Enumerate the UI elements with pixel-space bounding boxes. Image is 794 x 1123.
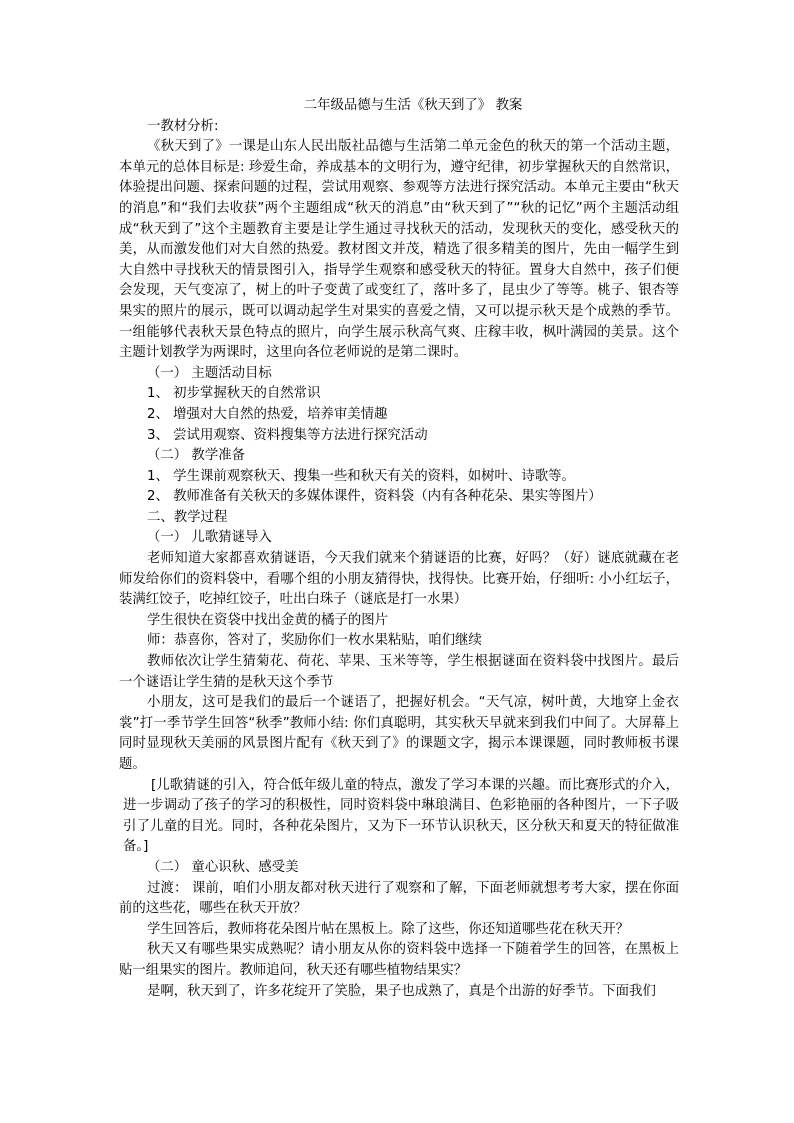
document-title: 二年级品德与生活《秋天到了》 教案 bbox=[303, 98, 523, 113]
goal-item-2: 2、 增强对大自然的热爱，培养审美情趣 bbox=[147, 406, 388, 422]
paragraph-riddle-game: 老师知道大家都喜欢猜谜语，今天我们就来个猜谜语的比赛，好吗？（好）谜底就藏在老师发给你们的资料袋中，看哪个组的小朋友猜得快，找得快。比赛开始，仔细听: 小小红坛子，装满红饺子，吃掉红饺子，吐出白珠子（谜底是打一水果） bbox=[119, 551, 679, 608]
preparation-item-2: 2、 教师准备有关秋天的多媒体课件，资料袋（内有各种花朵、果实等图片） bbox=[147, 489, 602, 505]
paragraph-flowers: 学生回答后，教师将花朵图片帖在黑板上。除了这些，你还知道哪些花在秋天开？ bbox=[147, 921, 630, 937]
paragraph-analysis: 《秋天到了》一课是山东人民出版社品德与生活第二单元金色的秋天的第一个活动主题，本单元的总体目标是: 珍爱生命，养成基本的文明行为，遵守纪律，初步掌握秋天的自然常识，体验提出问题、探索问题的过程，尝试用观察、参观等方法进行探究活动。本单元主要由“秋天的消息”和“我们去收获”两个主题组成“秋天的消息”由“秋天到了”“秋的记忆”两个主题活动组成“秋天到了”这个主题教育主要是让学生通过寻找秋天的活动，发现秋天的变化，感受秋天的美，从而激发他们对大自然的热爱。教材图文并茂，精选了很多精美的图片，先由一幅学生到大自然中寻找秋天的情景图引入，指导学生观察和感受秋天的特征。置身大自然中，孩子们便会发现，天气变凉了，树上的叶子变黄了或变红了，落叶多了，昆虫少了等等。桃子、银杏等果实的照片的展示，既可以调动起学生对果实的喜爱之情，又可以提示秋天是个成熟的季节。一组能够代表秋天景色特点的照片，向学生展示秋高气爽、庄稼丰收，枫叶满园的美景。这个主题计划教学为两课时，这里向各位老师说的是第二课时。 bbox=[119, 139, 679, 361]
paragraph-design-note: [儿歌猜谜的引入，符合低年级儿童的特点，激发了学习本课的兴趣。而比赛形式的介入，进一步调动了孩子的学习的积极性，同时资料袋中琳琅满目、色彩艳丽的各种图片，一下子吸引了儿童的目光。同时，各种花朵图片，又为下一环节认识秋天，区分秋天和夏天的特征做准备。] bbox=[123, 777, 679, 855]
preparation-item-1: 1、 学生课前观察秋天、搜集一些和秋天有关的资料，如树叶、诗歌等。 bbox=[147, 468, 575, 484]
subheading-know-autumn: （二） 童心识秋、感受美 bbox=[147, 859, 299, 875]
paragraph-more-riddles: 教师依次让学生猜菊花、荷花、苹果、玉米等等，学生根据谜面在资料袋中找图片。最后一个谜语让学生猜的是秋天这个季节 bbox=[119, 654, 679, 690]
paragraph-teacher-praise: 师：恭喜你，答对了，奖励你们一枚水果粘贴，咱们继续 bbox=[147, 633, 482, 649]
paragraph-transition: 过渡： 课前，咱们小朋友都对秋天进行了观察和了解，下面老师就想考考大家，摆在你面前的这些花，哪些在秋天开放？ bbox=[119, 880, 679, 917]
paragraph-student-find: 学生很快在资袋中找出金黄的橘子的图片 bbox=[147, 612, 389, 628]
subheading-riddle-intro: （一） 儿歌猜谜导入 bbox=[147, 530, 272, 546]
paragraph-fruits: 秋天又有哪些果实成熟呢？请小朋友从你的资料袋中选择一下随着学生的回答，在黑板上贴一组果实的图片。教师追问，秋天还有哪些植物结果实？ bbox=[119, 942, 679, 978]
paragraph-last-riddle: 小朋友，这可是我们的最后一个谜语了，把握好机会。“天气凉，树叶黄，大地穿上金衣裳”打一季节学生回答“秋季”教师小结: 你们真聪明，其实秋天早就来到我们中间了。大屏幕上同时显现秋天美丽的风景图片配有《秋天到了》的课题文字，揭示本课课题，同时教师板书课题。 bbox=[119, 695, 679, 772]
goal-item-3: 3、 尝试用观察、资料搜集等方法进行探究活动 bbox=[147, 427, 428, 443]
section-heading-preparation: （二） 教学准备 bbox=[147, 448, 245, 464]
section-heading-process: 二、教学过程 bbox=[147, 509, 228, 525]
document-body bbox=[119, 96, 679, 1002]
section-heading-analysis: 一教材分析: bbox=[147, 118, 219, 134]
paragraph-outing: 是啊，秋天到了，许多花绽开了笑脸，果子也成熟了，真是个出游的好季节。下面我们 bbox=[147, 983, 656, 999]
section-heading-goals: （一） 主题活动目标 bbox=[147, 365, 272, 381]
goal-item-1: 1、 初步掌握秋天的自然常识 bbox=[147, 386, 321, 402]
